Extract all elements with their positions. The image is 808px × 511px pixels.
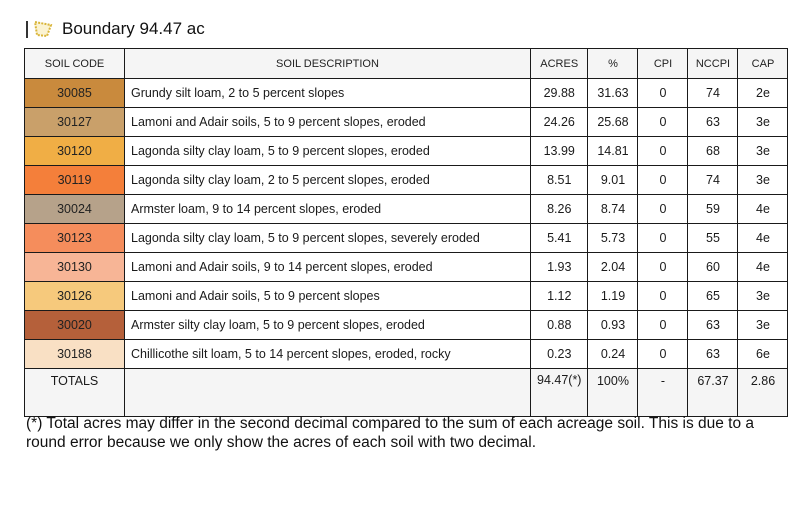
percent-cell: 31.63 [588, 79, 638, 108]
acres-cell: 29.88 [531, 79, 588, 108]
boundary-polygon-icon [32, 19, 54, 39]
cap-cell: 6e [738, 340, 788, 369]
soil-code-cell: 30130 [25, 253, 125, 282]
soil-description-cell: Lamoni and Adair soils, 9 to 14 percent slopes, eroded [125, 253, 531, 282]
totals-acres: 94.47(*) [531, 369, 588, 417]
cpi-cell: 0 [638, 108, 688, 137]
soil-code-cell: 30120 [25, 137, 125, 166]
acres-cell: 13.99 [531, 137, 588, 166]
nccpi-cell: 63 [688, 340, 738, 369]
divider-bar [26, 21, 28, 38]
soil-code-cell: 30085 [25, 79, 125, 108]
acres-cell: 0.88 [531, 311, 588, 340]
nccpi-cell: 65 [688, 282, 738, 311]
soil-code-cell: 30127 [25, 108, 125, 137]
nccpi-cell: 74 [688, 166, 738, 195]
table-row [25, 311, 788, 340]
percent-cell: 5.73 [588, 224, 638, 253]
cpi-cell: 0 [638, 137, 688, 166]
soil-description-cell: Armster silty clay loam, 5 to 9 percent slopes, eroded [125, 311, 531, 340]
soil-description-cell: Lagonda silty clay loam, 5 to 9 percent slopes, eroded [125, 137, 531, 166]
column-header-cap: CAP [738, 49, 788, 79]
acres-cell: 8.26 [531, 195, 588, 224]
table-row [25, 79, 788, 108]
acres-cell: 0.23 [531, 340, 588, 369]
soil-description-cell: Armster loam, 9 to 14 percent slopes, eroded [125, 195, 531, 224]
soil-description-cell: Lamoni and Adair soils, 5 to 9 percent slopes, eroded [125, 108, 531, 137]
table-row [25, 108, 788, 137]
soil-description-cell: Lamoni and Adair soils, 5 to 9 percent slopes [125, 282, 531, 311]
cpi-cell: 0 [638, 253, 688, 282]
nccpi-cell: 68 [688, 137, 738, 166]
cap-cell: 3e [738, 137, 788, 166]
percent-cell: 8.74 [588, 195, 638, 224]
column-header-soil-code: SOIL CODE [25, 49, 125, 79]
soil-description-cell: Grundy silt loam, 2 to 5 percent slopes [125, 79, 531, 108]
nccpi-cell: 63 [688, 108, 738, 137]
soil-code-cell: 30020 [25, 311, 125, 340]
nccpi-cell: 63 [688, 311, 738, 340]
acres-cell: 1.93 [531, 253, 588, 282]
nccpi-cell: 60 [688, 253, 738, 282]
cpi-cell: 0 [638, 166, 688, 195]
acres-cell: 5.41 [531, 224, 588, 253]
soil-code-cell: 30119 [25, 166, 125, 195]
soil-code-cell: 30126 [25, 282, 125, 311]
nccpi-cell: 59 [688, 195, 738, 224]
acres-cell: 8.51 [531, 166, 588, 195]
totals-label: TOTALS [25, 369, 125, 417]
totals-cpi: - [638, 369, 688, 417]
table-row [25, 253, 788, 282]
cpi-cell: 0 [638, 282, 688, 311]
totals-cap: 2.86 [738, 369, 788, 417]
cap-cell: 3e [738, 166, 788, 195]
cap-cell: 2e [738, 79, 788, 108]
column-header-soil-description: SOIL DESCRIPTION [125, 49, 531, 79]
soil-code-cell: 30123 [25, 224, 125, 253]
percent-cell: 2.04 [588, 253, 638, 282]
cpi-cell: 0 [638, 79, 688, 108]
soil-description-cell: Lagonda silty clay loam, 2 to 5 percent slopes, eroded [125, 166, 531, 195]
cpi-cell: 0 [638, 340, 688, 369]
percent-cell: 14.81 [588, 137, 638, 166]
cap-cell: 3e [738, 282, 788, 311]
soil-code-cell: 30188 [25, 340, 125, 369]
cap-cell: 4e [738, 224, 788, 253]
totals-description [125, 369, 531, 417]
table-row [25, 340, 788, 369]
column-header-percent: % [588, 49, 638, 79]
soil-code-cell: 30024 [25, 195, 125, 224]
soil-description-cell: Chillicothe silt loam, 5 to 14 percent slopes, eroded, rocky [125, 340, 531, 369]
percent-cell: 0.24 [588, 340, 638, 369]
table-row [25, 195, 788, 224]
percent-cell: 25.68 [588, 108, 638, 137]
table-header-row [25, 49, 788, 79]
cap-cell: 3e [738, 108, 788, 137]
cpi-cell: 0 [638, 311, 688, 340]
percent-cell: 1.19 [588, 282, 638, 311]
nccpi-cell: 55 [688, 224, 738, 253]
boundary-header [26, 16, 205, 42]
percent-cell: 0.93 [588, 311, 638, 340]
table-row [25, 166, 788, 195]
nccpi-cell: 74 [688, 79, 738, 108]
table-row [25, 282, 788, 311]
totals-row [25, 369, 788, 417]
cap-cell: 4e [738, 195, 788, 224]
table-row [25, 224, 788, 253]
table-row [25, 137, 788, 166]
totals-nccpi: 67.37 [688, 369, 738, 417]
acres-cell: 24.26 [531, 108, 588, 137]
footnote: (*) Total acres may differ in the second decimal compared to the sum of each acreage soil. This is due to a round error because we only show the acres of each soil with two decimal. [26, 415, 755, 451]
percent-cell: 9.01 [588, 166, 638, 195]
column-header-nccpi: NCCPI [688, 49, 738, 79]
totals-percent: 100% [588, 369, 638, 417]
column-header-cpi: CPI [638, 49, 688, 79]
column-header-acres: ACRES [531, 49, 588, 79]
soil-table [24, 48, 788, 417]
acres-cell: 1.12 [531, 282, 588, 311]
boundary-title: Boundary 94.47 ac [62, 19, 205, 38]
cap-cell: 3e [738, 311, 788, 340]
cap-cell: 4e [738, 253, 788, 282]
soil-description-cell: Lagonda silty clay loam, 5 to 9 percent slopes, severely eroded [125, 224, 531, 253]
cpi-cell: 0 [638, 224, 688, 253]
cpi-cell: 0 [638, 195, 688, 224]
